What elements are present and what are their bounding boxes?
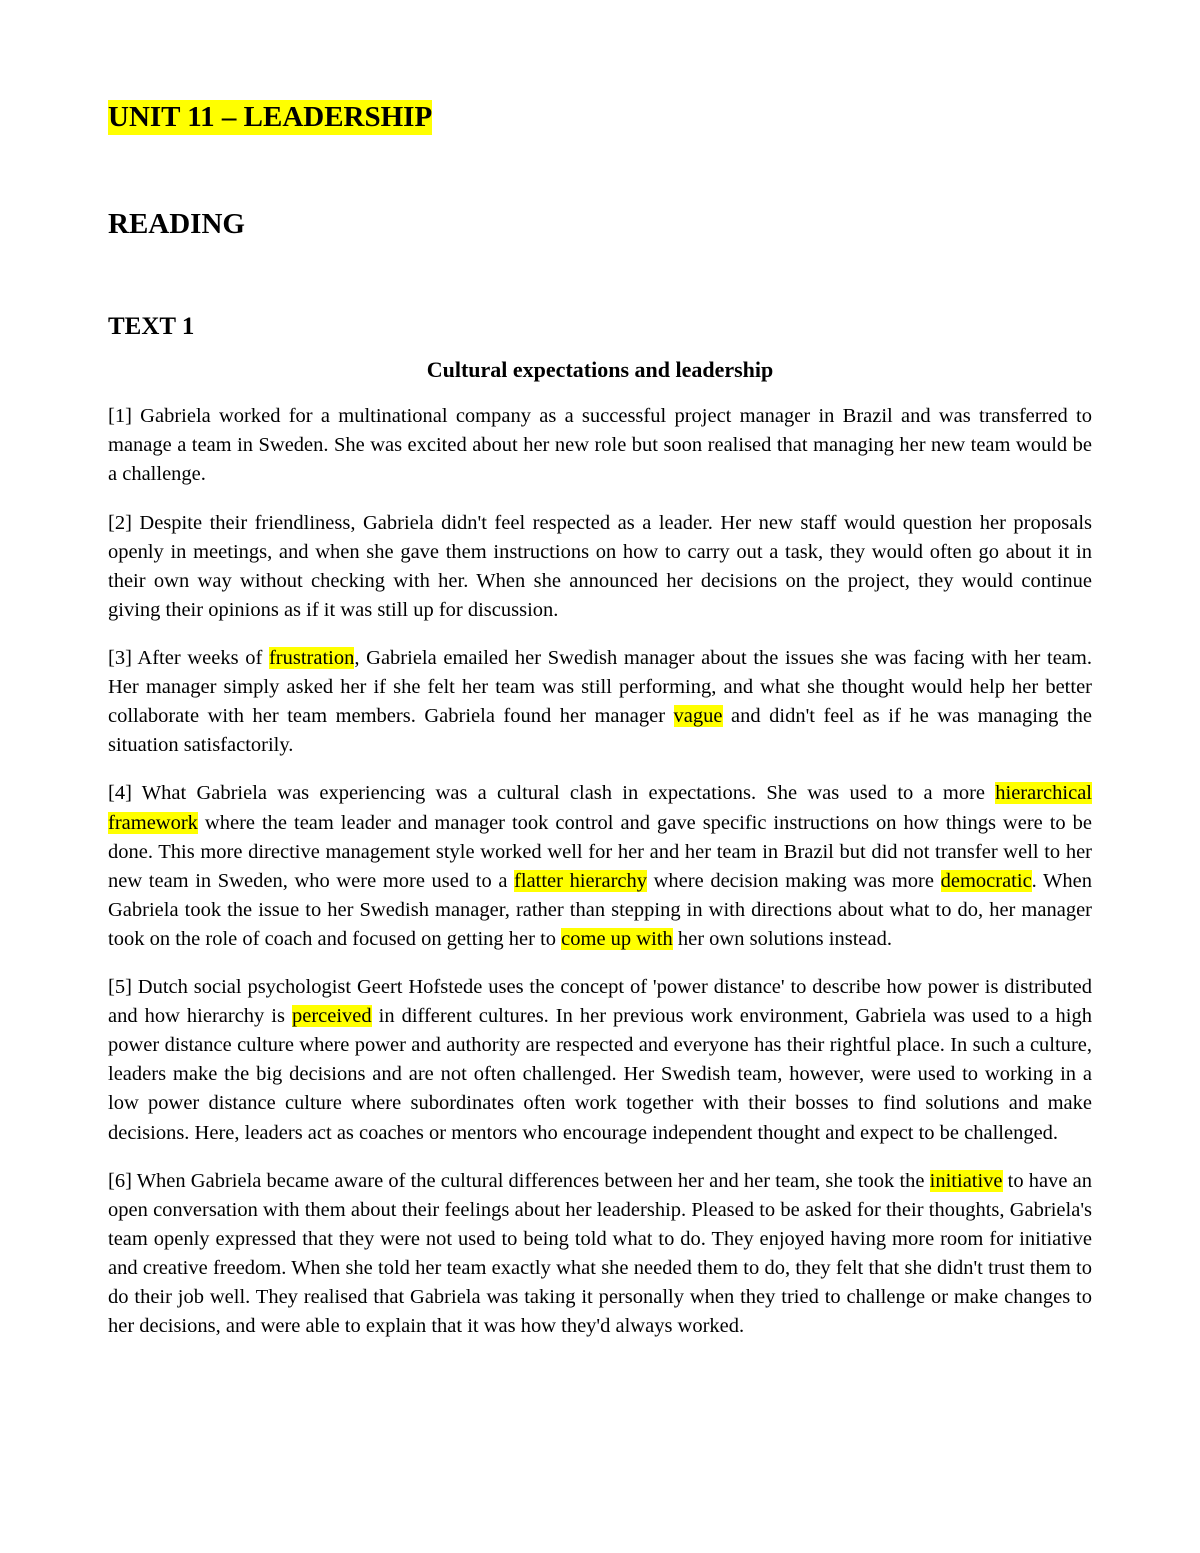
paragraph-text: . When Gabriela took the issue to her Swedish manager, rather than stepping in with directions about what to do, her manager took on the role of coach and focused on getting her to <box>108 869 1092 950</box>
paragraph-text: [5] Dutch social psychologist Geert Hofstede uses the concept of 'power distance' to describe how power is distributed and how hierarchy is <box>108 976 1092 1028</box>
highlighted-term: democratic <box>940 869 1032 892</box>
paragraph-text: where the team leader and manager took control and gave specific instructions on how things were to be done. This more directive management style worked well for her and her team in Brazil but did not transfer well to her new team in Sweden, who were more used to a <box>108 811 1092 892</box>
highlighted-term: frustration <box>268 646 355 669</box>
highlighted-term: hierarchical framework <box>108 782 1092 834</box>
paragraph <box>108 644 1092 760</box>
paragraph-text: [4] What Gabriela was experiencing was a cultural clash in expectations. She was used to a more <box>108 782 996 805</box>
paragraph <box>108 1167 1092 1342</box>
paragraph-text: her own solutions instead. <box>672 927 892 950</box>
highlighted-term: come up with <box>561 927 673 950</box>
highlighted-term: vague <box>673 705 723 728</box>
paragraph <box>108 779 1092 954</box>
section-heading-reading: READING <box>108 207 245 240</box>
reading-text-body <box>108 402 1092 1341</box>
paragraph-text: [6] When Gabriela became aware of the cultural differences between her and her team, she took the <box>108 1169 930 1192</box>
paragraph-text: and didn't feel as if he was managing the situation satisfactorily. <box>108 705 1092 757</box>
document-title: UNIT 11 – LEADERSHIP <box>108 101 433 133</box>
highlighted-term: flatter hierarchy <box>514 869 647 892</box>
paragraph <box>108 973 1092 1148</box>
paragraph-text: , Gabriela emailed her Swedish manager about the issues she was facing with her team. Her manager simply asked her if she felt her team was still performing, and what she thought would help her better collaborate with her team members. Gabriela found her manager <box>108 646 1092 728</box>
paragraph-text: where decision making was more <box>647 869 941 892</box>
paragraph-text: to have an open conversation with them about their feelings about her leadership. Pleased to be asked for their thoughts, Gabriela's team openly expressed that they were not used to being told what to do. They enjoyed having more room for initiative and creative freedom. When she told her team exactly what she needed them to do, they felt that she didn't trust them to do their job well. They realised that Gabriela was taking it personally when they tried to challenge or make changes to her decisions, and were able to explain that it was how they'd always worked. <box>108 1169 1092 1338</box>
subsection-heading-text1: TEXT 1 <box>108 312 195 340</box>
paragraph <box>108 509 1092 625</box>
paragraph-text: [1] Gabriela worked for a multinational company as a successful project manager in Brazil and was transferred to manage a team in Sweden. She was excited about her new role but soon realised that managing her new team would be a challenge. <box>108 405 1092 486</box>
paragraph-text: [3] After weeks of <box>108 646 269 669</box>
paragraph <box>108 402 1092 489</box>
document-title-row <box>108 100 1092 135</box>
paragraph-text: in different cultures. In her previous work environment, Gabriela was used to a high power distance culture where power and authority are respected and everyone has their rightful place. In such a culture, leaders make the big decisions and are not often challenged. Her Swedish team, however, were used to working in a low power distance culture where subordinates often work together with their bosses to find solutions and make decisions. Here, leaders act as coaches or mentors who encourage independent thought and expect to be challenged. <box>108 1005 1092 1144</box>
highlighted-term: initiative <box>929 1169 1003 1192</box>
text-title: Cultural expectations and leadership <box>426 356 774 382</box>
highlighted-term: perceived <box>291 1005 372 1028</box>
paragraph-text: [2] Despite their friendliness, Gabriela didn't feel respected as a leader. Her new staff would question her proposals openly in meetings, and when she gave them instructions on how to carry out a task, they would often go about it in their own way without checking with her. When she announced her decisions on the project, they would continue giving their opinions as if it was still up for discussion. <box>108 511 1092 621</box>
